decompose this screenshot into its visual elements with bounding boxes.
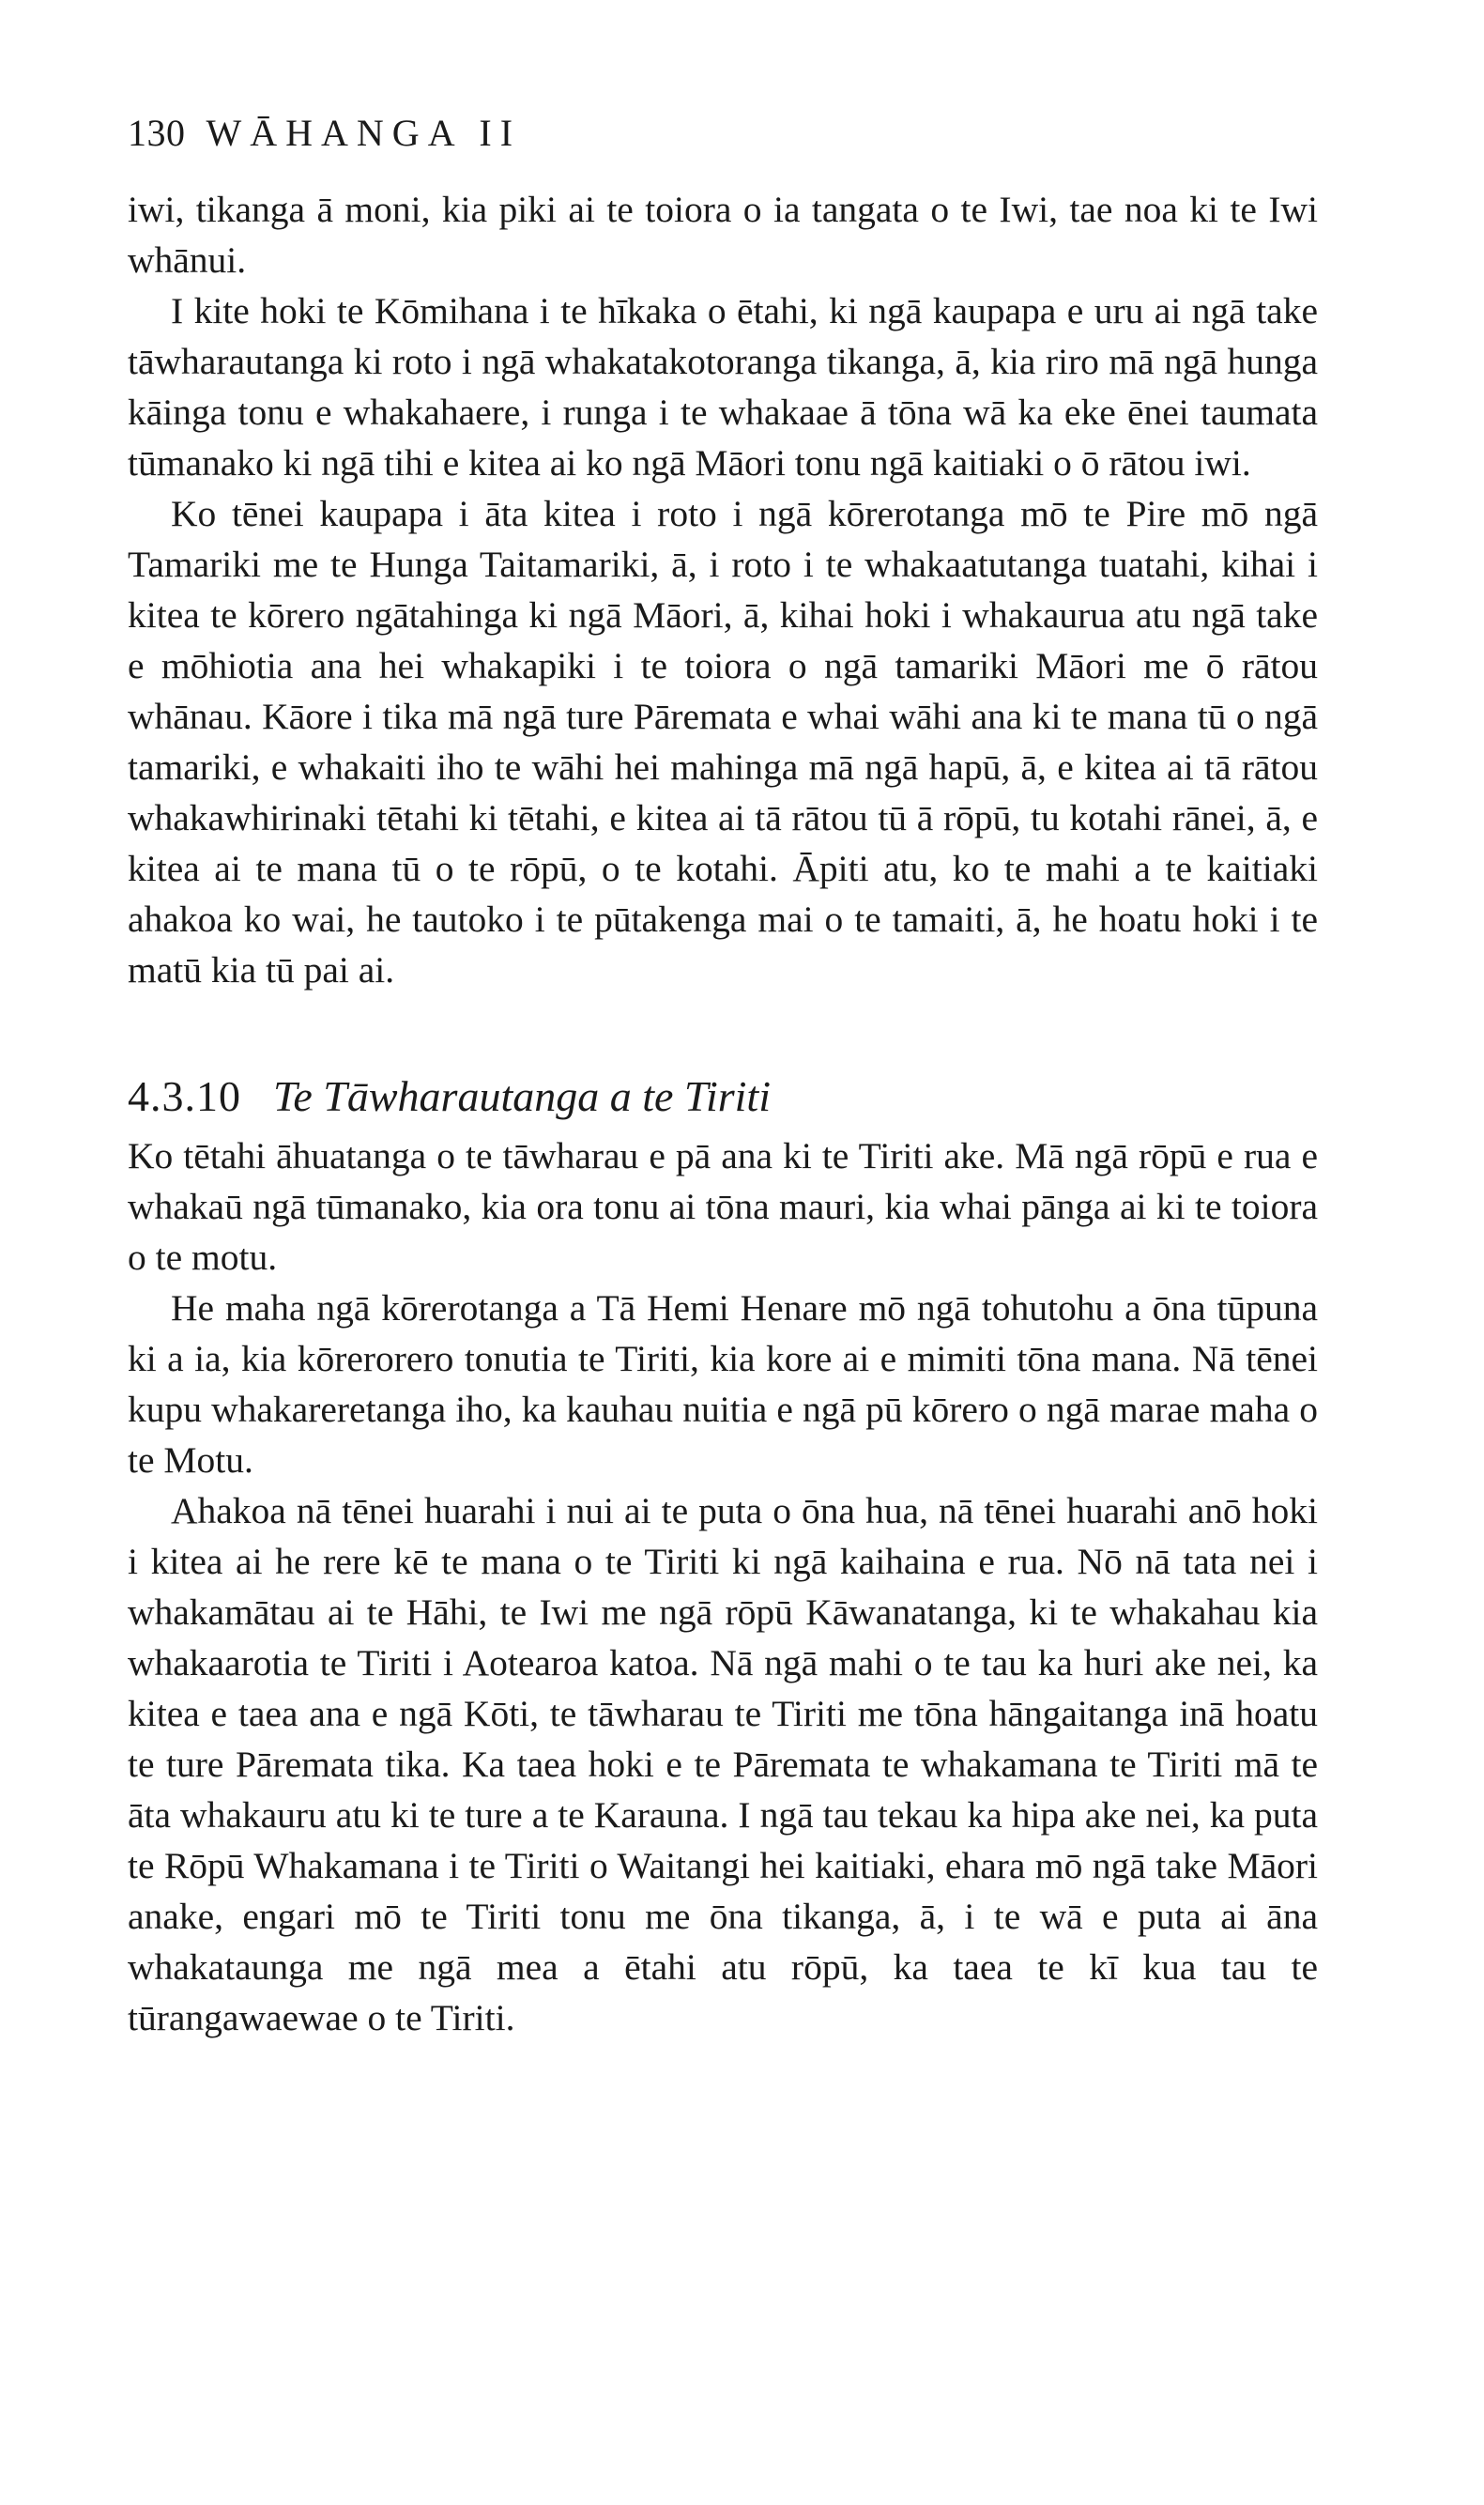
section-title: Te Tāwharautanga a te Tiriti [273,1072,771,1120]
book-page [128,111,1318,2043]
paragraph-pire: Ko tēnei kaupapa i āta kitea i roto i ngā kōrerotanga mō te Pire mō ngā Tamariki me te Hunga Taitamariki, ā, i roto i te whakaatutanga tuatahi, kihai i kitea te kōrero ngātahinga ki ngā Māori, ā, kihai hoki i whakaurua atu ngā take e mōhiotia ana hei whakapiki i te toiora o ngā tamariki Māori me ō rātou whānau. Kāore i tika mā ngā ture Pāremata e whai wāhi ana ki te mana tū o ngā tamariki, e whakaiti iho te wāhi hei mahinga mā ngā hapū, ā, e kitea ai tā rātou whakawhirinaki tētahi ki tētahi, e kitea ai tā rātou tū ā rōpū, tu kotahi rānei, ā, e kitea ai te mana tū o te rōpū, o te kotahi. Āpiti atu, ko te mahi a te kaitiaki ahakoa ko wai, he tautoko i te pūtakenga mai o te tamaiti, ā, he hoatu hoki i te matū kia tū pai ai. [128,493,1318,991]
paragraph-komihana: I kite hoki te Kōmihana i te hīkaka o ētahi, ki ngā kaupapa e uru ai ngā take tāwharautanga ki roto i ngā whakatakotoranga tikanga, ā, kia riro mā ngā hunga kāinga tonu e whakahaere, i runga i te whakaae ā tōna wā ka eke ēnei taumata tūmanako ki ngā tihi e kitea ai ko ngā Māori tonu ngā kaitiaki o ō rātou iwi. [128,290,1318,484]
paragraph-hemi-henare: He maha ngā kōrerotanga a Tā Hemi Henare mō ngā tohutohu a ōna tūpuna ki a ia, kia kōrerorero tonutia te Tiriti, kia kore ai e mimiti tōna mana. Nā tēnei kupu whakareretanga iho, ka kauhau nuitia e ngā pū kōrero o ngā marae maha o te Motu. [128,1287,1318,1481]
paragraph-continuation: iwi, tikanga ā moni, kia piki ai te toiora o ia tangata o te Iwi, tae noa ki te Iwi whānui. [128,189,1318,281]
section-number: 4.3.10 [128,1072,241,1120]
section-heading [128,1068,1318,1125]
paragraph-ahakoa: Ahakoa nā tēnei huarahi i nui ai te puta o ōna hua, nā tēnei huarahi anō hoki i kitea ai he rere kē te mana o te Tiriti ki ngā kaihaina e rua. Nō nā tata nei i whakamātau ai te Hāhi, te Iwi me ngā rōpū Kāwanatanga, ki te whakahau kia whakaarotia te Tiriti i Aotearoa katoa. Nā ngā mahi o te tau ka huri ake nei, ka kitea e taea ana e ngā Kōti, te tāwharau te Tiriti me tōna hāngaitanga inā hoatu te ture Pāremata tika. Ka taea hoki e te Pāremata te whakamana te Tiriti mā te āta whakauru atu ki te ture a te Karauna. I ngā tau tekau ka hipa ake nei, ka puta te Rōpū Whakamana i te Tiriti o Waitangi hei kaitiaki, ehara mō ngā take Māori anake, engari mō te Tiriti tonu me ōna tikanga, ā, i te wā e puta ai āna whakataunga me ngā mea a ētahi atu rōpū, ka taea te kī kua tau te tūrangawaewae o te Tiriti. [128,1490,1318,2038]
paragraph-tawharau: Ko tētahi āhuatanga o te tāwharau e pā ana ki te Tiriti ake. Mā ngā rōpū e rua e whakaū ngā tūmanako, kia ora tonu ai tōna mauri, kia whai pānga ai ki te toiora o te motu. [128,1135,1318,1278]
running-head [128,111,1318,156]
chapter-title: WĀHANGA II [206,112,522,154]
page-number: 130 [128,112,186,154]
